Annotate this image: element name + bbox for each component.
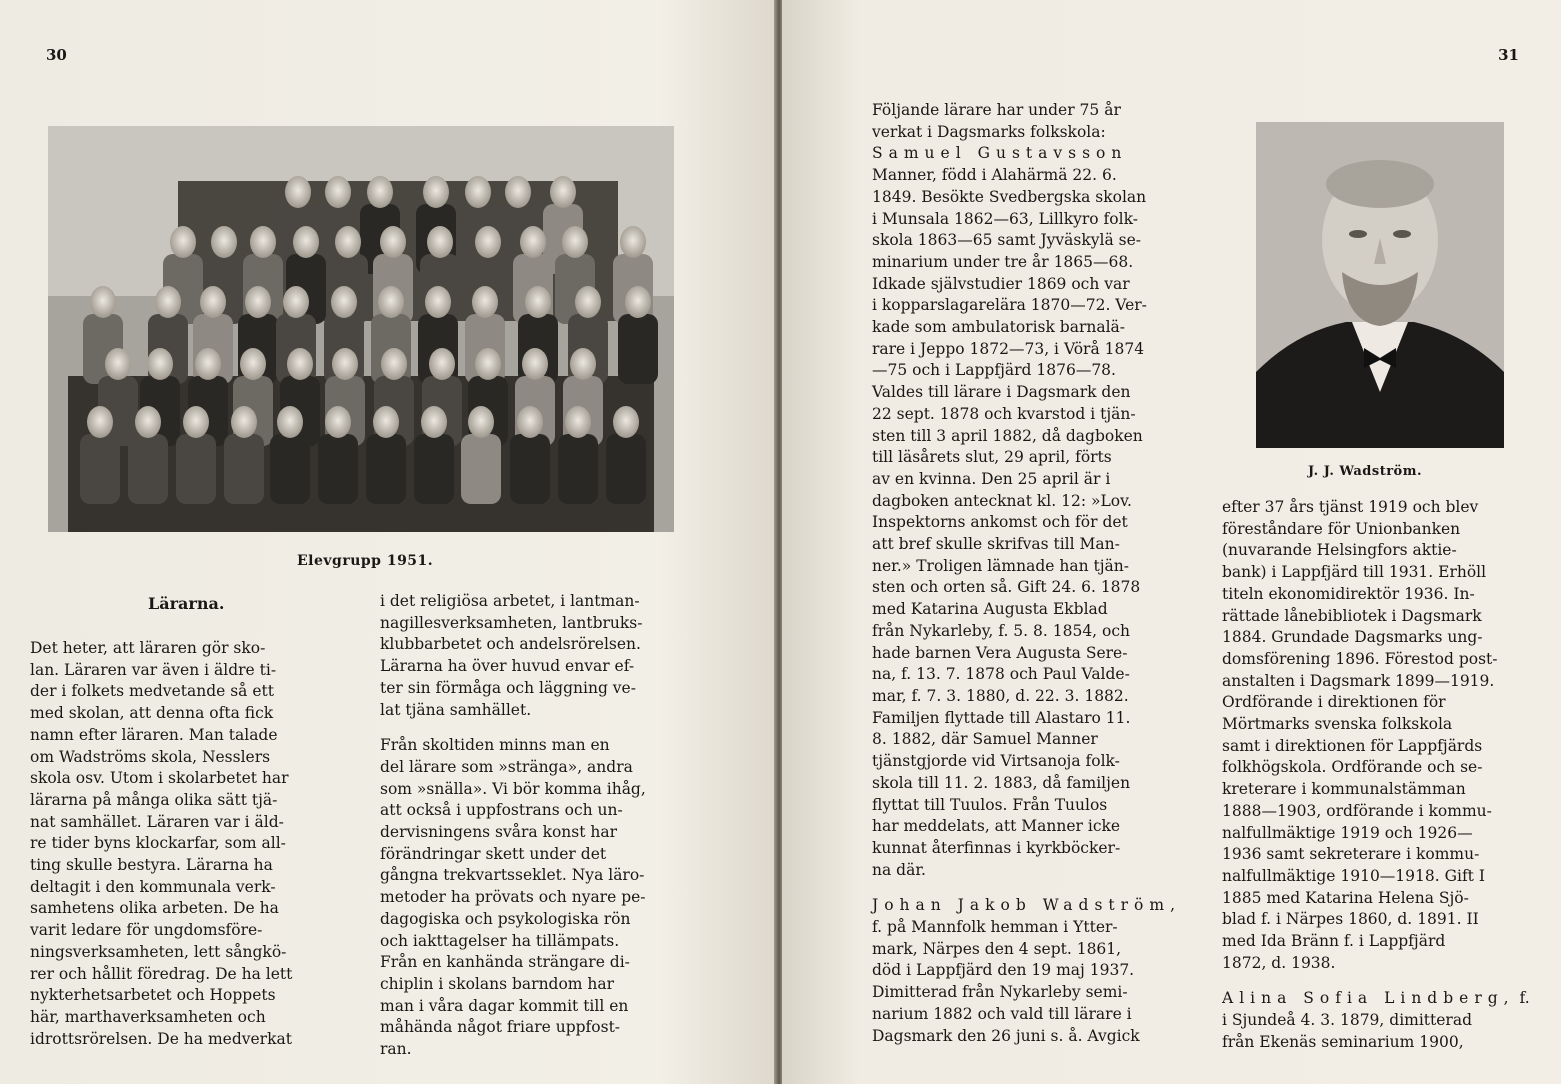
col3-para2-line: minarium under tre år 1865—68. bbox=[872, 252, 1134, 271]
col4-para1-line: Ordförande i direktionen för bbox=[1222, 693, 1446, 712]
col4-para1-line: rättade lånebibliotek i Dagsmark bbox=[1222, 606, 1482, 625]
person-head bbox=[423, 176, 449, 208]
col4-para1-line: (nuvarande Helsingfors aktie- bbox=[1222, 541, 1457, 560]
col2-para2-line: dervisningens svåra konst har bbox=[380, 823, 618, 842]
person-body bbox=[318, 434, 358, 504]
person-head bbox=[425, 286, 451, 318]
col1-line: re tider byns klockarfar, som all- bbox=[30, 834, 286, 853]
left-page bbox=[0, 0, 776, 1084]
person-head bbox=[472, 286, 498, 318]
col3-para2-line: Familjen flyttade till Alastaro 11. bbox=[872, 708, 1131, 727]
person-head bbox=[195, 348, 221, 380]
person-body bbox=[366, 434, 406, 504]
col2-para1-line: nagillesverksamheten, lantbruks- bbox=[380, 613, 643, 632]
paragraph-gap bbox=[380, 721, 705, 735]
col3-para2-line: na, f. 13. 7. 1878 och Paul Valde- bbox=[872, 665, 1130, 684]
person-head bbox=[421, 406, 447, 438]
col3-para2-line: Manner, född i Alahärmä 22. 6. bbox=[872, 166, 1117, 185]
col3-para2-line: —75 och i Lappfjärd 1876—78. bbox=[872, 361, 1116, 380]
person-head bbox=[287, 348, 313, 380]
col3-para2-line: kade som ambulatorisk barnalä- bbox=[872, 318, 1126, 337]
col3-para3-line: död i Lappfjärd den 19 maj 1937. bbox=[872, 961, 1135, 980]
col1-line: ningsverksamheten, lett sångkö- bbox=[30, 942, 287, 961]
person-head bbox=[525, 286, 551, 318]
person-head bbox=[575, 286, 601, 318]
person-head bbox=[90, 286, 116, 318]
col3-para3-line: mark, Närpes den 4 sept. 1861, bbox=[872, 939, 1122, 958]
col2-para2-line: man i våra dagar kommit till en bbox=[380, 996, 629, 1015]
col1-line: der i folkets medvetande så ett bbox=[30, 682, 274, 701]
col2-para2-line: förändringar skett under det bbox=[380, 844, 607, 863]
col3-para1-line: verkat i Dagsmarks folkskola: bbox=[872, 122, 1106, 141]
teacher-name-manner bbox=[872, 143, 1202, 165]
col2-para2-line: måhända något friare uppfost- bbox=[380, 1018, 621, 1037]
teacher-name-wadstrom bbox=[872, 895, 1202, 917]
col1-line: rer och hållit föredrag. De ha lett bbox=[30, 964, 293, 983]
col2-para1-line: Lärarna ha över huvud envar ef- bbox=[380, 657, 635, 676]
person-head bbox=[613, 406, 639, 438]
person-head bbox=[285, 176, 311, 208]
col2-para1-line: lat tjäna samhället. bbox=[380, 700, 532, 719]
person-body bbox=[128, 434, 168, 504]
col3-para2-line: ner.» Troligen lämnade han tjän- bbox=[872, 556, 1129, 575]
col3-para2-line: hade barnen Vera Augusta Sere- bbox=[872, 643, 1128, 662]
person-head bbox=[105, 348, 131, 380]
paragraph-gap bbox=[872, 881, 1202, 895]
col1-line: här, marthaverksamheten och bbox=[30, 1007, 266, 1026]
person-head bbox=[625, 286, 651, 318]
col4-para1-line: med Ida Bränn f. i Lappfjärd bbox=[1222, 932, 1446, 951]
person-head bbox=[245, 286, 271, 318]
person-head bbox=[520, 226, 546, 258]
col3-para2-line: kunnat återfinnas i kyrkböcker- bbox=[872, 838, 1121, 857]
person-head bbox=[475, 226, 501, 258]
col2-para2-line: ran. bbox=[380, 1040, 412, 1059]
person-head bbox=[250, 226, 276, 258]
col1-line: lan. Läraren var även i äldre ti- bbox=[30, 660, 277, 679]
col3-para2-line: mar, f. 7. 3. 1880, d. 22. 3. 1882. bbox=[872, 686, 1129, 705]
person-body bbox=[461, 434, 501, 504]
person-head bbox=[367, 176, 393, 208]
text-column-3 bbox=[872, 100, 1202, 1047]
col3-para2-line: na där. bbox=[872, 860, 926, 879]
person-head bbox=[211, 226, 237, 258]
portrait-image bbox=[1256, 122, 1504, 448]
col2-para2-line: chiplin i skolans barndom har bbox=[380, 974, 615, 993]
col3-para2-line: Inspektorns ankomst och för det bbox=[872, 513, 1128, 532]
col4-para1-line: anstalten i Dagsmark 1899—1919. bbox=[1222, 671, 1495, 690]
col3-para2-line: från Nykarleby, f. 5. 8. 1854, och bbox=[872, 621, 1131, 640]
col1-line: varit ledare för ungdomsföre- bbox=[30, 921, 263, 940]
col4-para1-line: efter 37 års tjänst 1919 och blev bbox=[1222, 498, 1479, 516]
person-head bbox=[475, 348, 501, 380]
col3-para3-line: Dagsmark den 26 juni s. å. Avgick bbox=[872, 1026, 1140, 1045]
col4-para2-line: från Ekenäs seminarium 1900, bbox=[1222, 1032, 1464, 1051]
col2-para1-line: ter sin förmåga och läggning ve- bbox=[380, 678, 636, 697]
col3-para2-line: Idkade självstudier 1869 och var bbox=[872, 274, 1130, 293]
person-head bbox=[517, 406, 543, 438]
col1-line: nykterhetsarbetet och Hoppets bbox=[30, 986, 276, 1005]
person-head bbox=[332, 348, 358, 380]
col1-line: lärarna på många olika sätt tjä- bbox=[30, 790, 278, 809]
col4-para1-line: domsförening 1896. Förestod post- bbox=[1222, 649, 1498, 668]
person-body bbox=[558, 434, 598, 504]
person-head bbox=[325, 406, 351, 438]
section-heading: Lärarna. bbox=[148, 594, 225, 613]
person-head bbox=[325, 176, 351, 208]
person-body bbox=[606, 434, 646, 504]
person-head bbox=[505, 176, 531, 208]
person-head bbox=[335, 226, 361, 258]
col3-para2-line: tjänstgjorde vid Virtsanoja folk- bbox=[872, 752, 1120, 771]
text-column-4 bbox=[1222, 497, 1552, 1054]
col1-line: skola osv. Utom i skolarbetet har bbox=[30, 769, 289, 788]
person-head bbox=[465, 176, 491, 208]
person-head bbox=[429, 348, 455, 380]
person-body bbox=[80, 434, 120, 504]
col3-para2-line: 22 sept. 1878 och kvarstod i tjän- bbox=[872, 404, 1136, 423]
col3-para2-line: i Munsala 1862—63, Lillkyro folk- bbox=[872, 209, 1138, 228]
person-body bbox=[270, 434, 310, 504]
col3-para2-line: 8. 1882, där Samuel Manner bbox=[872, 730, 1098, 749]
col2-para2-line: och iakttagelser ha tillämpats. bbox=[380, 931, 620, 950]
text-column-2 bbox=[380, 591, 705, 1061]
col4-para1-line: 1885 med Katarina Helena Sjö- bbox=[1222, 888, 1469, 907]
col4-para1-line: 1888—1903, ordförande i kommu- bbox=[1222, 801, 1492, 820]
person-head bbox=[87, 406, 113, 438]
col2-para1-line: klubbarbetet och andelsrörelsen. bbox=[380, 635, 641, 654]
group-photo-image bbox=[48, 126, 674, 532]
col2-para2-line: metoder ha prövats och nyare pe- bbox=[380, 888, 646, 907]
col4-para1-line: folkhögskola. Ordförande och se- bbox=[1222, 758, 1483, 777]
col3-para2-line: av en kvinna. Den 25 april är i bbox=[872, 469, 1111, 488]
paragraph-gap bbox=[1222, 974, 1552, 988]
col2-para2-line: del lärare som »stränga», andra bbox=[380, 757, 633, 776]
person-body bbox=[176, 434, 216, 504]
col4-para1-line: Mörtmarks svenska folkskola bbox=[1222, 715, 1453, 734]
person-head bbox=[155, 286, 181, 318]
col1-line: nat samhället. Läraren var i äld- bbox=[30, 812, 284, 831]
col1-line: om Wadströms skola, Nesslers bbox=[30, 747, 271, 766]
person-head bbox=[200, 286, 226, 318]
col3-para1-line: Följande lärare har under 75 år bbox=[872, 101, 1121, 119]
col1-line: ting skulle bestyra. Lärarna ha bbox=[30, 856, 273, 875]
group-photo bbox=[48, 126, 674, 532]
col3-para2-line: dagboken antecknat kl. 12: »Lov. bbox=[872, 491, 1132, 510]
col4-para2-line: i Sjundeå 4. 3. 1879, dimitterad bbox=[1222, 1011, 1473, 1030]
col2-para2-line: att också i uppfostrans och un- bbox=[380, 801, 623, 820]
col3-para2-line: rare i Jeppo 1872—73, i Vörå 1874 bbox=[872, 339, 1145, 358]
person-head bbox=[283, 286, 309, 318]
person-head bbox=[562, 226, 588, 258]
portrait-photo bbox=[1256, 122, 1504, 448]
person-head bbox=[240, 348, 266, 380]
col3-para2-line: att bref skulle skrifvas till Man- bbox=[872, 535, 1120, 554]
col3-para2-line: sten och orten så. Gift 24. 6. 1878 bbox=[872, 578, 1141, 597]
person-body bbox=[510, 434, 550, 504]
col3-para2-line: sten till 3 april 1882, då dagboken bbox=[872, 426, 1143, 445]
col2-para2-line: gångna trekvartsseklet. Nya läro- bbox=[380, 866, 645, 885]
col4-para1-line: bank) i Lappfjärd till 1931. Erhöll bbox=[1222, 563, 1487, 582]
col3-para2-line: skola till 11. 2. 1883, då familjen bbox=[872, 773, 1131, 792]
person-head bbox=[277, 406, 303, 438]
col2-para2-line: dagogiska och psykologiska rön bbox=[380, 909, 631, 928]
col4-para1-line: nalfullmäktige 1910—1918. Gift I bbox=[1222, 866, 1485, 885]
col3-para2-line: 1849. Besökte Svedbergska skolan bbox=[872, 187, 1147, 206]
col3-para2-line: med Katarina Augusta Ekblad bbox=[872, 600, 1108, 619]
teacher-name-lindberg-suffix: f. bbox=[1514, 989, 1530, 1008]
person-head bbox=[550, 176, 576, 208]
person-head bbox=[378, 286, 404, 318]
teacher-name-wadstrom-spaced: Johan Jakob Wadström, bbox=[872, 896, 1182, 915]
teacher-name-lindberg-spaced: Alina Sofia Lindberg, bbox=[1222, 989, 1515, 1008]
person-head bbox=[183, 406, 209, 438]
col3-para2-line: skola 1863—65 samt Jyväskylä se- bbox=[872, 231, 1142, 250]
person-head bbox=[293, 226, 319, 258]
person-head bbox=[170, 226, 196, 258]
col1-line: samhetens olika arbeten. De ha bbox=[30, 899, 279, 918]
col1-line: namn efter läraren. Man talade bbox=[30, 725, 278, 744]
person-head bbox=[427, 226, 453, 258]
person-body bbox=[224, 434, 264, 504]
person-head bbox=[570, 348, 596, 380]
page-number-right: 31 bbox=[1498, 46, 1519, 64]
person-head bbox=[468, 406, 494, 438]
col2-para2-line: som »snälla». Vi bör komma ihåg, bbox=[380, 779, 646, 798]
text-column-1 bbox=[30, 638, 355, 1050]
col4-para1-line: 1872, d. 1938. bbox=[1222, 953, 1336, 972]
col4-para1-line: föreståndare för Unionbanken bbox=[1222, 519, 1461, 538]
person-head bbox=[381, 348, 407, 380]
person-head bbox=[135, 406, 161, 438]
person-head bbox=[565, 406, 591, 438]
col3-para2-line: i kopparslagarelära 1870—72. Ver- bbox=[872, 296, 1147, 315]
col4-para1-line: 1884. Grundade Dagsmarks ung- bbox=[1222, 628, 1483, 647]
col4-para1-line: kreterare i kommunalstämman bbox=[1222, 780, 1466, 799]
portrait-caption: J. J. Wadström. bbox=[1308, 464, 1422, 479]
col4-para1-line: titeln ekonomidirektör 1936. In- bbox=[1222, 584, 1475, 603]
teacher-name-lindberg bbox=[1222, 988, 1552, 1010]
person-head bbox=[147, 348, 173, 380]
person-body bbox=[414, 434, 454, 504]
teacher-name-manner-spaced: Samuel Gustavsson bbox=[872, 144, 1128, 163]
col4-para1-line: nalfullmäktige 1919 och 1926— bbox=[1222, 823, 1473, 842]
person-head bbox=[231, 406, 257, 438]
photo-caption: Elevgrupp 1951. bbox=[297, 553, 434, 569]
col3-para3-line: narium 1882 och vald till lärare i bbox=[872, 1004, 1132, 1023]
col4-para1-line: blad f. i Närpes 1860, d. 1891. II bbox=[1222, 910, 1479, 929]
col4-para1-line: samt i direktionen för Lappfjärds bbox=[1222, 736, 1483, 755]
col3-para2-line: Valdes till lärare i Dagsmark den bbox=[872, 383, 1131, 402]
col3-para2-line: har meddelats, att Manner icke bbox=[872, 817, 1121, 836]
person-head bbox=[380, 226, 406, 258]
person-head bbox=[522, 348, 548, 380]
col3-para3-line: f. på Mannfolk hemman i Ytter- bbox=[872, 918, 1118, 937]
col2-para2-line: Från en kanhända strängare di- bbox=[380, 953, 630, 972]
col4-para1-line: 1936 samt sekreterare i kommu- bbox=[1222, 845, 1480, 864]
page-number-left: 30 bbox=[46, 46, 67, 64]
col2-para2-line: Från skoltiden minns man en bbox=[380, 736, 610, 755]
col3-para2-line: till läsårets slut, 29 april, förts bbox=[872, 448, 1112, 467]
col3-para3-line: Dimitterad från Nykarleby semi- bbox=[872, 983, 1128, 1002]
person-head bbox=[331, 286, 357, 318]
col1-line: Det heter, att läraren gör sko- bbox=[30, 639, 266, 657]
col1-line: deltagit i den kommunala verk- bbox=[30, 877, 276, 896]
person-head bbox=[620, 226, 646, 258]
col1-line: med skolan, att denna ofta fick bbox=[30, 704, 274, 723]
col3-para2-line: flyttat till Tuulos. Från Tuulos bbox=[872, 795, 1108, 814]
col2-para1-line: i det religiösa arbetet, i lantman- bbox=[380, 592, 640, 610]
person-head bbox=[373, 406, 399, 438]
person-body bbox=[618, 314, 658, 384]
col1-line: idrottsrörelsen. De ha medverkat bbox=[30, 1029, 292, 1048]
